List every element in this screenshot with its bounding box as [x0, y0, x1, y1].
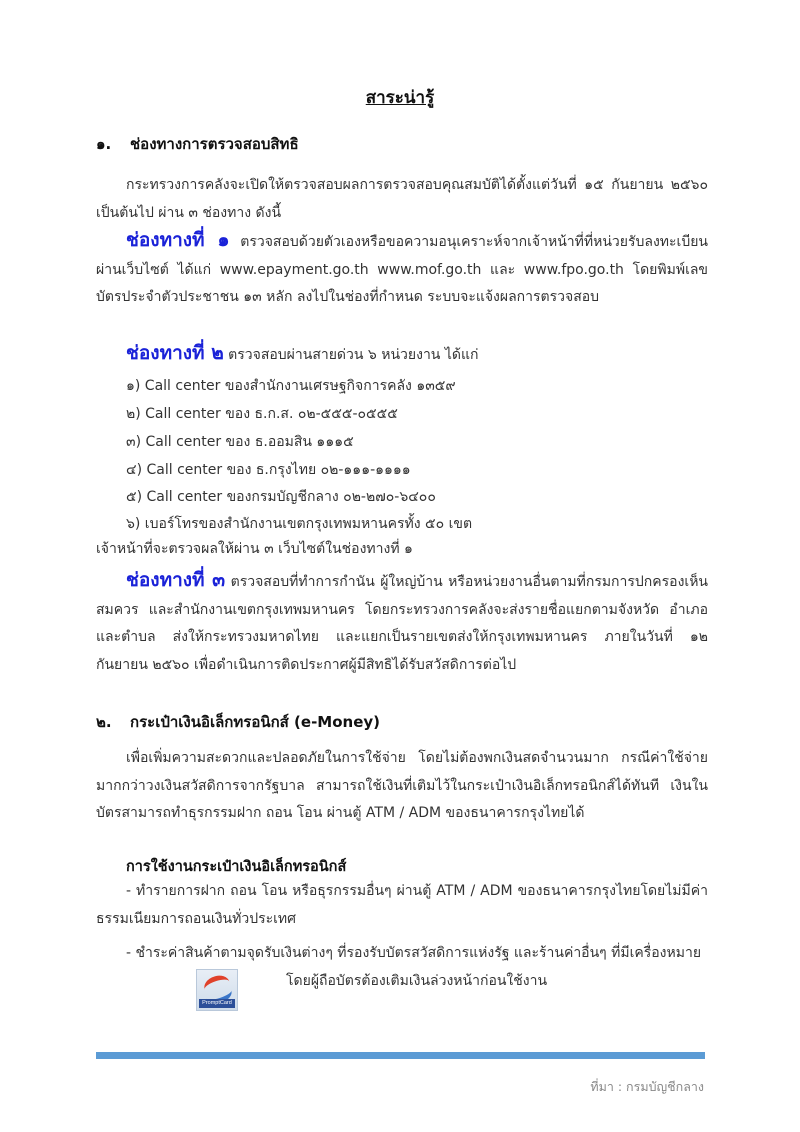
- channel-2-label: ช่องทางที่ ๒: [126, 342, 224, 364]
- channel-2-text: ตรวจสอบผ่านสายด่วน ๖ หน่วยงาน ได้แก่: [223, 347, 479, 363]
- channel-1-paragraph: [96, 227, 708, 312]
- section-1-number: ๑.: [96, 135, 112, 153]
- page-title: สาระน่ารู้: [365, 88, 435, 108]
- section-1-intro: [96, 172, 708, 227]
- usage-bullet-1: [96, 878, 708, 933]
- section-2-subheading: การใช้งานกระเป๋าเงินอิเล็กทรอนิกส์: [126, 859, 347, 875]
- source-credit: ที่มา : กรมบัญชีกลาง: [590, 1079, 704, 1094]
- channel-3-label: ช่องทางที่ ๓: [126, 569, 226, 591]
- section-2-title: กระเป๋าเงินอิเล็กทรอนิกส์ (e-Money): [130, 713, 381, 731]
- usage-bullet-2-text: - ชำระค่าสินค้าตามจุดรับเงินต่างๆ ที่รองรับบัตรสวัสดิการแห่งรัฐ และร้านค่าอื่นๆ ที่มีเครื่องหมาย: [126, 945, 702, 961]
- channel-3-paragraph: [96, 567, 708, 679]
- section-1-heading: [96, 132, 299, 156]
- channel-3-text: ตรวจสอบที่ทำการกำนัน ผู้ใหญ่บ้าน หรือหน่วยงานอื่นตามที่กรมการปกครองเห็นสมควร และสำนักงานเขตกรุงเทพมหานคร โดยกระทรวงการคลังจะส่งรายชื่อแยกตามจังหวัด อำเภอ และตำบล ส่งให้กระทรวงมหาดไทย และแยกเป็นรายเขตส่งให้กรุงเทพมหานคร ภายในวันที่ ๑๒ กันยายน ๒๕๖๐ เพื่อดำเนินการติดประกาศผู้มีสิทธิได้รับสวัสดิการต่อไป: [96, 574, 708, 673]
- channel-1-label: ช่องทางที่ ๑: [126, 229, 230, 251]
- hotline-item-6: ๖) เบอร์โทรของสำนักงานเขตกรุงเทพมหานครทั้ง ๕๐ เขต: [126, 516, 473, 532]
- usage-bullet-2-tail: โดยผู้ถือบัตรต้องเติมเงินล่วงหน้าก่อนใช้งาน: [286, 973, 548, 989]
- section-1-intro-text: กระทรวงการคลังจะเปิดให้ตรวจสอบผลการตรวจสอบคุณสมบัติได้ตั้งแต่วันที่ ๑๕ กันยายน ๒๕๖๐ เป็นต้นไป ผ่าน ๓ ช่องทาง ดังนี้: [96, 177, 708, 221]
- hotline-item-3: ๓) Call center ของ ธ.ออมสิน ๑๑๑๕: [126, 434, 354, 450]
- channel-1-text: ตรวจสอบด้วยตัวเองหรือขอความอนุเคราะห์จากเจ้าหน้าที่ที่หน่วยรับลงทะเบียนผ่านเว็บไซต์ ได้แก่ www.epayment.go.th www.mof.go.th และ www.fpo.go.th โดยพิมพ์เลขบัตรประจำตัวประชาชน ๑๓ หลัก ลงไปในช่องที่กำหนด ระบบจะแจ้งผลการตรวจสอบ: [96, 234, 708, 305]
- hotline-item-1: ๑) Call center ของสำนักงานเศรษฐกิจการคลัง ๑๓๕๙: [126, 378, 456, 394]
- promptcard-logo: [196, 969, 238, 1011]
- section-2-number: ๒.: [96, 713, 112, 731]
- channel-2-paragraph: [96, 340, 708, 370]
- usage-bullet-1-text: - ทำรายการฝาก ถอน โอน หรือธุรกรรมอื่นๆ ผ่านตู้ ATM / ADM ของธนาคารกรุงไทยโดยไม่มีค่าธรรมเนียมการถอนเงินทั่วประเทศ: [96, 883, 708, 927]
- section-2-heading: [96, 710, 380, 734]
- section-2-intro-text: เพื่อเพิ่มความสะดวกและปลอดภัยในการใช้จ่าย โดยไม่ต้องพกเงินสดจำนวนมาก กรณีค่าใช้จ่ายมากกว่าวงเงินสวัสดิการจากรัฐบาล สามารถใช้เงินที่เติมไว้ในกระเป๋าเงินอิเล็กทรอนิกส์ได้ทันที เงินในบัตรสามารถทำธุรกรรมฝาก ถอน โอน ผ่านตู้ ATM / ADM ของธนาคารกรุงไทยได้: [96, 750, 708, 821]
- section-1-title: ช่องทางการตรวจสอบสิทธิ: [130, 135, 299, 153]
- usage-bullet-2: [96, 940, 708, 968]
- hotline-item-2: ๒) Call center ของ ธ.ก.ส. ๐๒-๕๕๕-๐๕๕๕: [126, 406, 398, 422]
- hotline-item-5: ๕) Call center ของกรมบัญชีกลาง ๐๒-๒๗๐-๖๔๐๐: [126, 489, 436, 505]
- section-2-intro: [96, 745, 708, 828]
- channel-2-note: เจ้าหน้าที่จะตรวจผลให้ผ่าน ๓ เว็บไซต์ในช่องทางที่ ๑: [96, 541, 413, 557]
- promptcard-logo-label: PromptCard: [199, 999, 235, 1008]
- hotline-item-4: ๔) Call center ของ ธ.กรุงไทย ๐๒-๑๑๑-๑๑๑๑: [126, 462, 411, 478]
- footer-divider: [96, 1052, 705, 1059]
